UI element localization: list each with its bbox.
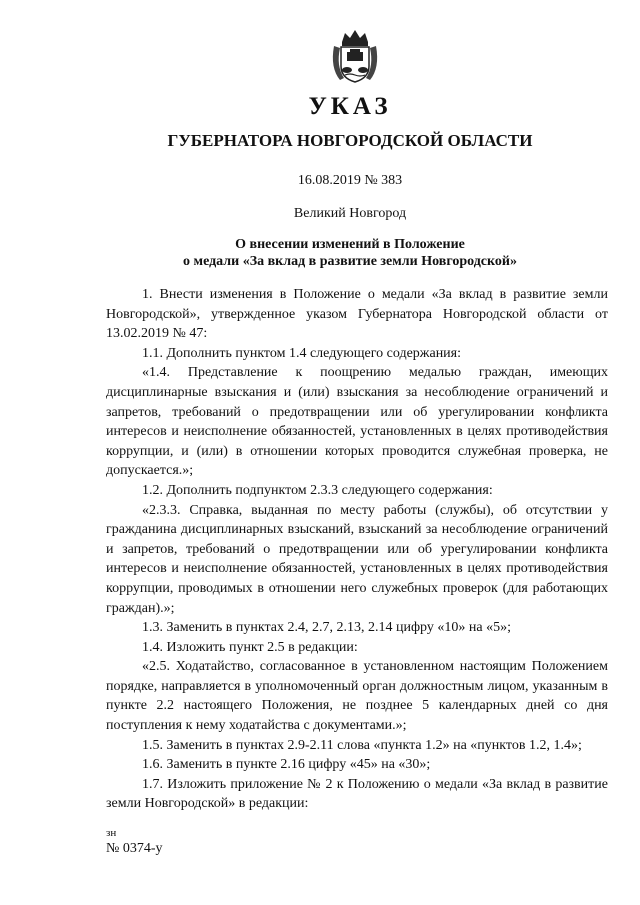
- paragraph: «1.4. Представление к поощрению медалью граждан, имеющих дисциплинарные взыскания и (или) взыскания за несоблюдение ограничений и запретов, требований о предотвращении или об урегулировании конфликта интересов и неисполнение обязанностей, установленных в целях противодействия коррупции, и (или) в отношении которых проводится служебная проверка, не допускается.»;: [106, 365, 608, 479]
- subject-line-2: о медали «За вклад в развитие земли Новгородской»: [183, 254, 517, 269]
- document-body: [106, 285, 608, 814]
- document-type-title: УКАЗ: [308, 93, 392, 120]
- document-footer: [106, 825, 163, 857]
- paragraph: «2.5. Ходатайство, согласованное в установленном настоящим Положением порядке, направляется в уполномоченный орган должностным лицом, указанным в пункте 2.2 настоящего Положения, не позднее 5 календарных дней со дня поступления к нему ходатайства с документами.»;: [106, 659, 608, 734]
- paragraph: 1.5. Заменить в пунктах 2.9-2.11 слова «пункта 1.2» на «пунктов 1.2, 1.4»;: [142, 737, 582, 753]
- paragraph: 1.4. Изложить пункт 2.5 в редакции:: [142, 639, 358, 655]
- paragraph: 1.3. Заменить в пунктах 2.4, 2.7, 2.13, 2.14 цифру «10» на «5»;: [142, 620, 511, 636]
- paragraph: 1.1. Дополнить пунктом 1.4 следующего содержания:: [142, 345, 462, 361]
- paragraph: 1.6. Заменить в пункте 2.16 цифру «45» на «30»;: [142, 757, 431, 773]
- document-date-number: 16.08.2019 № 383: [297, 173, 403, 188]
- executor-initials: зн: [106, 827, 117, 839]
- subject-line-1: О внесении изменений в Положение: [235, 237, 465, 252]
- paragraph: 1.2. Дополнить подпунктом 2.3.3 следующего содержания:: [142, 482, 493, 498]
- document-subject: [0, 236, 640, 270]
- paragraph: 1. Внести изменения в Положение о медали «За вклад в развитие земли Новгородской», утвержденное указом Губернатора Новгородской области от 13.02.2019 № 47:: [106, 287, 608, 342]
- document-city: Великий Новгород: [293, 206, 407, 221]
- internal-doc-number: № 0374-у: [106, 841, 163, 856]
- paragraph: «2.3.3. Справка, выданная по месту работы (службы), об отсутствии у гражданина дисциплинарных взысканий, взысканий за несоблюдение ограничений и запретов, требований о предотвращении или об урегулировании конфликта интересов и неисполнение обязанностей, установленных в целях противодействия коррупции, проводимых в отношении него служебных проверок (для работающих граждан).»;: [106, 502, 608, 616]
- novgorod-coat-of-arms-icon: [330, 28, 380, 84]
- paragraph: 1.7. Изложить приложение № 2 к Положению о медали «За вклад в развитие земли Новгородской» в редакции:: [106, 776, 608, 812]
- issuer-title: ГУБЕРНАТОРА НОВГОРОДСКОЙ ОБЛАСТИ: [167, 131, 533, 150]
